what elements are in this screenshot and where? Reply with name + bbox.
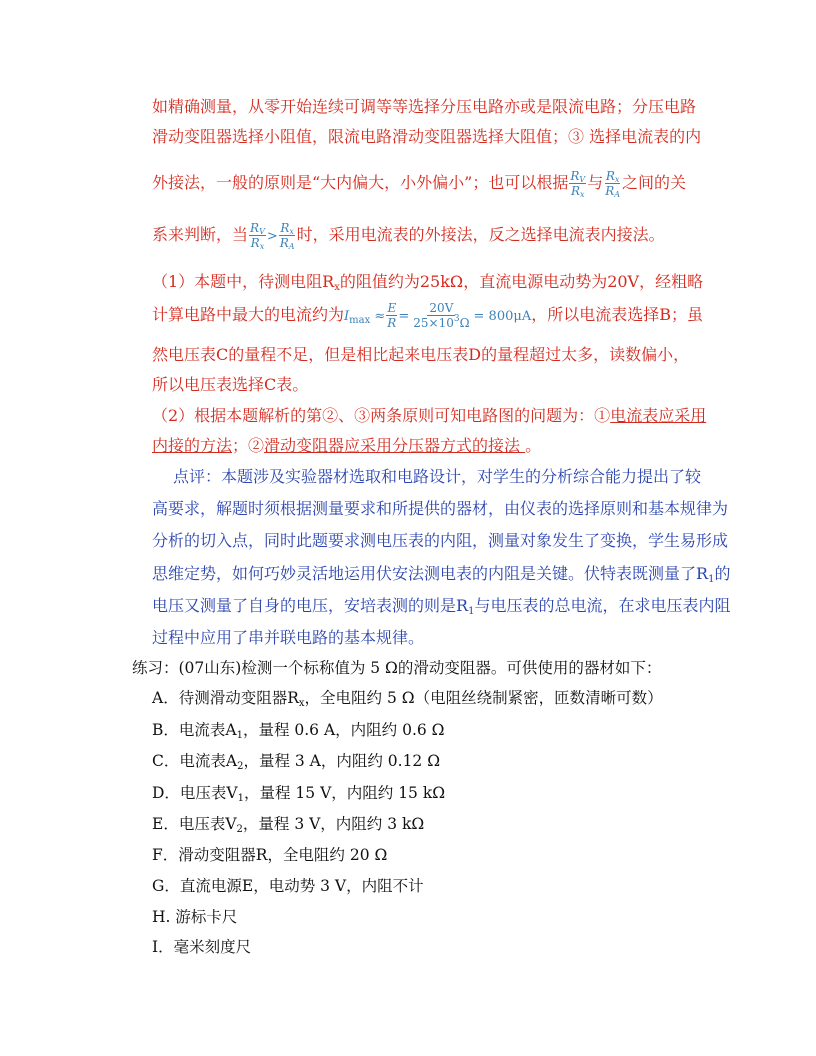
exercise-item-g: G．直流电源E，电动势 3 V，内阻不计 <box>152 877 424 895</box>
answer2-line-2: 内接的方法；②滑动变阻器应采用分压器方式的接法 。 <box>152 436 542 455</box>
exercise-item-b: B．电流表$A_1$，量程 0.6 A，内阻约 0.6 Ω <box>152 721 445 741</box>
comment-line-5: 电压又测量了自身的电压，安培表测的则是$R_1$与电压表的总电流，在求电压表内阻 <box>152 596 731 617</box>
answer1-line-1: （1）本题中，待测电阻$R_x$的阻值约为25kΩ，直流电源电动势为20V，经粗略 <box>152 272 704 293</box>
fraction-rv-over-rx: $\frac{R_V}{R_x}$ <box>570 169 586 199</box>
fraction-rx-over-ra: $\frac{R_x}{R_A}$ <box>605 169 621 199</box>
intro-line-3: 外接法，一般的原则是“大内偏大，小外偏小”；也可以根据 $\frac{R_V}{R_x}$ 与 $\frac{R_x}{R_A}$ 之间的关 <box>152 169 687 199</box>
intro-line-2: 滑动变阻器选择小阻值，限流电路滑动变阻器选择大阻值；③ 选择电流表的内 <box>152 127 702 146</box>
exercise-item-d: D．电压表$V_1$，量程 15 V，内阻约 15 kΩ <box>152 784 446 804</box>
exercise-title: 练习：(07山东)检测一个标称值为 5 Ω的滑动变阻器。可供使用的器材如下： <box>132 659 662 677</box>
exercise-item-i: I．毫米刻度尺 <box>152 938 252 956</box>
comment-line-4: 思维定势，如何巧妙灵活地运用伏安法测电表的内阻是关键。伏特表既测量了$R_1$的 <box>152 564 731 585</box>
answer1-line-3: 然电压表C的量程不足，但是相比起来电压表D的量程超过太多，读数偏小， <box>152 345 690 364</box>
exercise-item-a: A．待测滑动变阻器$R_x$，全电阻约 5 Ω（电阻丝绕制紧密，匝数清晰可数） <box>152 689 663 709</box>
answer1-line-4: 所以电压表选择C表。 <box>152 375 309 394</box>
comment-line-6: 过程中应用了串并联电路的基本规律。 <box>152 628 425 647</box>
comment-line-3: 分析的切入点，同时此题要求测电压表的内阻，测量对象发生了变换，学生易形成 <box>152 531 729 550</box>
intro-line-1: 如精确测量，从零开始连续可调等等选择分压电路亦或是限流电路；分压电路 <box>152 97 697 116</box>
exercise-item-e: E．电压表$V_2$，量程 3 V，内阻约 3 kΩ <box>152 815 425 835</box>
fraction-20v-over-resistance: $\frac{20V}{25\times 10^3\Omega}$ <box>413 301 470 330</box>
answer1-line-2: 计算电路中最大的电流约为$I_{max}$ ≈ $\frac{E}{R}$ = $\frac{20V}{25\times 10^3\Omega}$ = 800μA，所以电流表选择B；虽 <box>152 301 703 330</box>
fraction-e-over-r: $\frac{E}{R}$ <box>387 301 397 330</box>
comment-line-2: 高要求，解题时须根据测量要求和所提供的器材，由仪表的选择原则和基本规律为 <box>152 499 729 518</box>
exercise-item-f: F．滑动变阻器R，全电阻约 20 Ω <box>152 846 388 864</box>
comment-line-1: 点评：本题涉及实验器材选取和电路设计，对学生的分析综合能力提出了较 <box>173 467 702 486</box>
exercise-item-h: H. 游标卡尺 <box>152 908 238 926</box>
exercise-item-c: C．电流表$A_2$，量程 3 A，内阻约 0.12 Ω <box>152 752 441 772</box>
fraction-rv-over-rx-cond: $\frac{R_V}{R_x}$ <box>250 221 265 251</box>
fraction-rx-over-ra-cond: $\frac{R_x}{R_A}$ <box>279 221 295 251</box>
answer2-line-1: （2）根据本题解析的第②、③两条原则可知电路图的问题为：①电流表应采用 <box>152 406 707 425</box>
intro-line-4: 系来判断，当 $\frac{R_V}{R_x}$ > $\frac{R_x}{R_A}$ 时，采用电流表的外接法，反之选择电流表内接法。 <box>152 221 665 251</box>
formula-imax: $I_{max}$ ≈ <box>344 309 386 326</box>
